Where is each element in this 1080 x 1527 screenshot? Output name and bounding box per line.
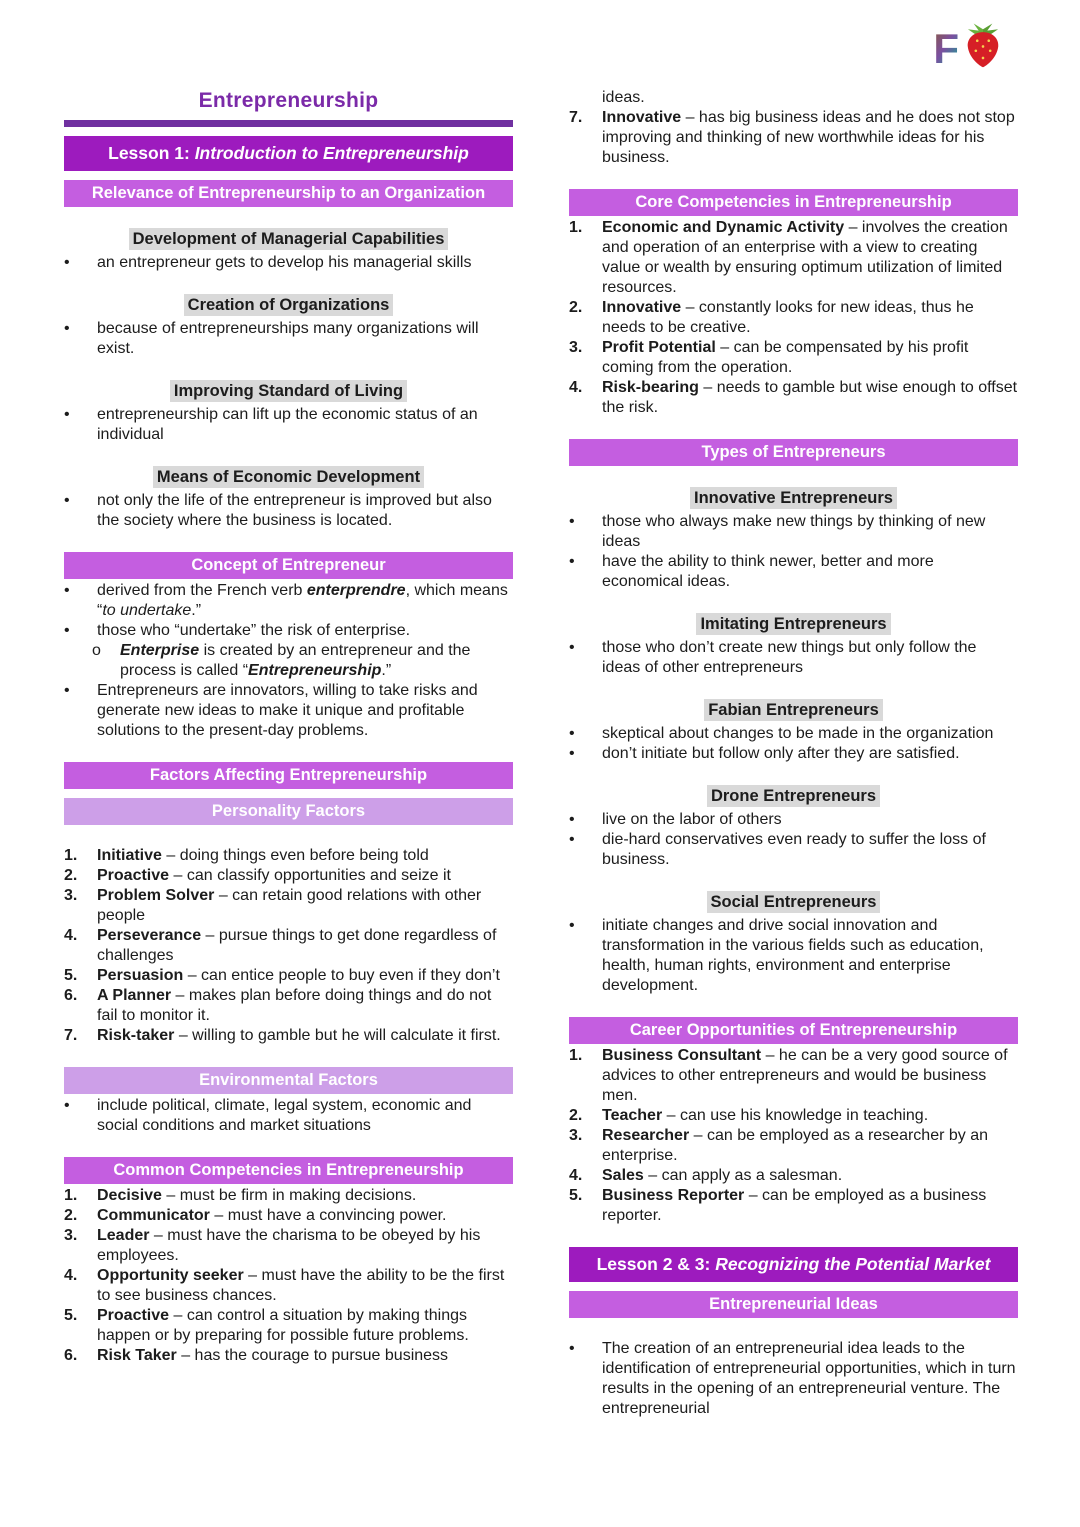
number-marker: 4. [64, 1267, 78, 1284]
list-item-text [602, 638, 1018, 678]
number-marker: 6. [64, 1347, 78, 1364]
list-item [569, 88, 1018, 108]
number-marker: 1. [569, 1047, 583, 1064]
list-item-text [602, 378, 1018, 418]
text-run: – can classify opportunities and seize it [169, 867, 451, 884]
number-marker: 1. [569, 219, 583, 236]
text-run: entrepreneurship can lift up the economic status of an individual [97, 406, 478, 443]
list-item-text [97, 986, 513, 1026]
text-run: – must have the charisma to be obeyed by his employees. [97, 1227, 481, 1264]
sub-heading-row [64, 294, 513, 317]
list-item [569, 1046, 1018, 1106]
list-item [64, 491, 513, 531]
numbered-list [64, 1186, 513, 1366]
bullet-marker: • [569, 725, 575, 742]
text-run: Persuasion [97, 967, 184, 984]
bullet-marker: • [64, 682, 70, 699]
number-marker: 4. [569, 379, 583, 396]
bullet-marker: • [64, 1097, 70, 1114]
text-run: enterprendre [306, 582, 406, 599]
text-run: Innovative [602, 299, 682, 316]
bullet-marker: o [92, 642, 101, 659]
list-item-text [97, 1026, 513, 1046]
section-banner [569, 1017, 1018, 1044]
text-run: Opportunity seeker [97, 1267, 244, 1284]
bullet-marker: • [569, 745, 575, 762]
number-marker: 5. [64, 967, 78, 984]
logo-letter-f: F [933, 25, 959, 72]
text-run: – can control a situation by making things happen or by preparing for possible future problems. [97, 1307, 469, 1344]
text-run: Proactive [97, 1307, 170, 1324]
sub-heading-row [64, 228, 513, 251]
list-item [64, 1096, 513, 1136]
bullet-list [569, 810, 1018, 870]
section-banner [569, 189, 1018, 216]
text-run: – must be firm in making decisions. [161, 1187, 417, 1204]
list-item-text [602, 338, 1018, 378]
list-item [64, 621, 513, 641]
text-run: Recognizing the Potential Market [715, 1254, 991, 1274]
text-run: Core Competencies in Entrepreneurship [635, 193, 952, 211]
text-run: Innovative [602, 109, 682, 126]
list-item [569, 1126, 1018, 1166]
text-run: – has big business ideas and he does not stop improving and thinking of new worthwhile ideas for his business. [602, 109, 1015, 166]
list-item [64, 886, 513, 926]
bullet-list [64, 405, 513, 445]
sub-heading: Creation of Organizations [184, 294, 394, 316]
list-item [64, 846, 513, 866]
section-banner [64, 1157, 513, 1184]
list-item [64, 986, 513, 1026]
list-item-text [97, 253, 513, 273]
text-run: not only the life of the entrepreneur is improved but also the society where the business is located. [97, 492, 492, 529]
list-item [64, 1026, 513, 1046]
text-run: , which means “ [97, 582, 508, 619]
text-run: Risk Taker [97, 1347, 177, 1364]
text-run: – needs to gamble but wise enough to offset the risk. [602, 379, 1018, 416]
list-item-text [602, 1046, 1018, 1106]
list-item [569, 724, 1018, 744]
numbered-list [569, 88, 1018, 168]
text-run: those who always make new things by thinking of new ideas [602, 513, 986, 550]
sub-heading-row [569, 785, 1018, 808]
list-item-text [97, 681, 513, 741]
text-run: Risk-bearing [602, 379, 699, 396]
bullet-marker: • [64, 254, 70, 271]
text-run: – can be compensated by his profit coming from the operation. [602, 339, 969, 376]
document-title: Entrepreneurship [198, 89, 379, 112]
brand-logo [933, 20, 1006, 70]
list-item-text [602, 1186, 1018, 1226]
list-item [64, 1226, 513, 1266]
list-item-text [97, 581, 513, 621]
text-run: A Planner [97, 987, 172, 1004]
sub-heading-row [64, 380, 513, 403]
bullet-list [569, 1339, 1018, 1419]
number-marker: 6. [64, 987, 78, 1004]
bullet-marker: • [64, 320, 70, 337]
list-item [569, 1166, 1018, 1186]
list-item [64, 681, 513, 741]
text-run: those who don’t create new things but only follow the ideas of other entrepreneurs [602, 639, 977, 676]
list-item-text [602, 744, 1018, 764]
text-run: die-hard conservatives even ready to suffer the loss of business. [602, 831, 986, 868]
list-item-text [120, 641, 513, 681]
text-run: – can be employed as a business reporter. [602, 1187, 987, 1224]
list-item-text [602, 218, 1018, 298]
list-item [64, 1266, 513, 1306]
text-run: .” [191, 602, 202, 619]
list-item-text [97, 1186, 513, 1206]
section-banner [64, 552, 513, 579]
list-item-text [97, 1306, 513, 1346]
right-column [569, 88, 1018, 1419]
list-item-text [602, 512, 1018, 552]
section-banner [64, 1067, 513, 1094]
bullet-list [569, 724, 1018, 764]
lesson-banner [64, 136, 513, 171]
sub-heading: Development of Managerial Capabilities [129, 228, 449, 250]
text-run: have the ability to think newer, better and more economical ideas. [602, 553, 934, 590]
list-item [64, 1186, 513, 1206]
list-item [64, 1206, 513, 1226]
text-run: Sales [602, 1167, 644, 1184]
list-item-text [97, 319, 513, 359]
bullet-marker: • [64, 622, 70, 639]
list-item-text [97, 926, 513, 966]
bullet-marker: • [64, 582, 70, 599]
left-column [64, 88, 513, 1419]
bullet-list [64, 491, 513, 531]
text-run: Factors Affecting Entrepreneurship [149, 766, 428, 784]
text-run: – involves the creation and operation of an enterprise with a view to creating value or wealth by ensuring optimum utilization of limited resources. [602, 219, 1008, 296]
text-run: those who “undertake” the risk of enterprise. [97, 622, 411, 639]
text-run: derived from the French verb [97, 582, 307, 599]
list-item [64, 405, 513, 445]
text-run: Economic and Dynamic Activity [602, 219, 845, 236]
list-item-text [97, 1226, 513, 1266]
text-run: – he can be a very good source of advices to other entrepreneurs and would be business men. [602, 1047, 1008, 1104]
text-run: Common Competencies in Entrepreneurship [113, 1161, 464, 1179]
bullet-marker: • [569, 831, 575, 848]
text-run: Decisive [97, 1187, 162, 1204]
text-run: Risk-taker [97, 1027, 175, 1044]
list-item [569, 1186, 1018, 1226]
text-run: Perseverance [97, 927, 202, 944]
strawberry-icon [960, 20, 1006, 70]
sub-heading-row [569, 613, 1018, 636]
list-item-text [97, 1206, 513, 1226]
list-item [569, 218, 1018, 298]
sub-heading: Drone Entrepreneurs [707, 785, 880, 807]
text-run: Concept of Entrepreneur [191, 556, 386, 574]
text-run: Profit Potential [602, 339, 716, 356]
list-item [569, 338, 1018, 378]
text-run: – can entice people to buy even if they don’t [183, 967, 500, 984]
text-run: don’t initiate but follow only after they are satisfied. [602, 745, 960, 762]
text-run: Entrepreneurs are innovators, willing to take risks and generate new ideas to make it unique and profitable solutions to the present-day problems. [97, 682, 478, 739]
text-run: Teacher [602, 1107, 663, 1124]
title-rule [64, 120, 513, 127]
list-item-text [602, 1126, 1018, 1166]
list-item-text [97, 1346, 513, 1366]
text-run: Personality Factors [211, 802, 366, 820]
list-item-text [97, 491, 513, 531]
sub-heading: Imitating Entrepreneurs [696, 613, 890, 635]
text-run: Communicator [97, 1207, 210, 1224]
text-run: – willing to gamble but he will calculate it first. [174, 1027, 501, 1044]
number-marker: 1. [64, 1187, 78, 1204]
list-item-text [97, 405, 513, 445]
list-item [64, 253, 513, 273]
text-run: Leader [97, 1227, 150, 1244]
text-run: Business Consultant [602, 1047, 762, 1064]
list-item-text [602, 830, 1018, 870]
section-banner [64, 798, 513, 825]
text-run: The creation of an entrepreneurial idea leads to the identification of entrepreneurial opportunities, which in turn results in the opening of an entrepreneurial venture. The entrepreneurial [602, 1340, 1016, 1417]
bullet-marker: • [569, 639, 575, 656]
list-item [64, 319, 513, 359]
text-run: Entrepreneurial Ideas [709, 1295, 878, 1313]
bullet-list [569, 638, 1018, 678]
list-item-text [602, 1106, 1018, 1126]
bullet-list [64, 1096, 513, 1136]
text-run: Researcher [602, 1127, 690, 1144]
bullet-list [64, 319, 513, 359]
list-item-text [602, 1339, 1018, 1419]
text-run: skeptical about changes to be made in the organization [602, 725, 994, 742]
sub-heading-row [569, 699, 1018, 722]
list-item [569, 298, 1018, 338]
list-item [64, 926, 513, 966]
sub-heading-row [569, 487, 1018, 510]
text-run: live on the labor of others [602, 811, 782, 828]
number-marker: 3. [64, 887, 78, 904]
sub-heading-row [64, 466, 513, 489]
number-marker: 4. [64, 927, 78, 944]
number-marker: 7. [64, 1027, 78, 1044]
list-item-text [97, 846, 513, 866]
list-item [569, 1339, 1018, 1419]
number-marker: 2. [64, 1207, 78, 1224]
number-marker: 3. [64, 1227, 78, 1244]
list-item [64, 966, 513, 986]
list-item [569, 638, 1018, 678]
list-item-text [602, 298, 1018, 338]
text-run: – makes plan before doing things and do not fail to monitor it. [97, 987, 492, 1024]
list-item-text [97, 621, 513, 641]
bullet-list [64, 581, 513, 741]
bullet-marker: • [569, 553, 575, 570]
number-marker: 5. [64, 1307, 78, 1324]
number-marker: 3. [569, 1127, 583, 1144]
list-item-text [97, 966, 513, 986]
text-run: Types of Entrepreneurs [701, 443, 886, 461]
text-run: – can retain good relations with other people [97, 887, 482, 924]
text-run: ideas. [602, 89, 645, 106]
text-run: – can be employed as a researcher by an enterprise. [602, 1127, 989, 1164]
numbered-list [569, 218, 1018, 418]
list-item [569, 108, 1018, 168]
text-run: Problem Solver [97, 887, 215, 904]
text-run: Lesson 1: [108, 143, 195, 163]
list-item-text [602, 724, 1018, 744]
list-item [64, 581, 513, 621]
number-marker: 2. [64, 867, 78, 884]
text-run: Environmental Factors [199, 1071, 378, 1089]
sub-heading: Means of Economic Development [153, 466, 424, 488]
list-item-text [97, 866, 513, 886]
list-item [64, 1346, 513, 1366]
list-item [569, 830, 1018, 870]
sub-heading-row [569, 891, 1018, 914]
bullet-marker: • [64, 406, 70, 423]
text-run: Business Reporter [602, 1187, 745, 1204]
bullet-marker: • [569, 513, 575, 530]
section-banner [64, 180, 513, 207]
number-marker: 7. [569, 109, 583, 126]
number-marker: 2. [569, 299, 583, 316]
list-item [569, 744, 1018, 764]
text-run: – can apply as a salesman. [643, 1167, 843, 1184]
text-run: Proactive [97, 867, 170, 884]
list-item-text [602, 810, 1018, 830]
text-run: – pursue things to get done regardless of challenges [97, 927, 497, 964]
text-run: Relevance of Entrepreneurship to an Organization [91, 184, 486, 202]
bullet-marker: • [569, 917, 575, 934]
sub-heading: Fabian Entrepreneurs [704, 699, 883, 721]
list-item-text [97, 886, 513, 926]
text-run: – must have a convincing power. [209, 1207, 447, 1224]
number-marker: 4. [569, 1167, 583, 1184]
list-item-text [602, 916, 1018, 996]
list-item [64, 1306, 513, 1346]
number-marker: 1. [64, 847, 78, 864]
list-item-text [97, 1096, 513, 1136]
text-run: Entrepreneurship [248, 662, 382, 679]
list-item [569, 512, 1018, 552]
text-run: Enterprise [120, 642, 200, 659]
number-marker: 2. [569, 1107, 583, 1124]
list-item-text [97, 1266, 513, 1306]
text-run: Lesson 2 & 3: [596, 1254, 716, 1274]
list-item [569, 810, 1018, 830]
number-marker: 3. [569, 339, 583, 356]
numbered-list [64, 846, 513, 1046]
text-run: Initiative [97, 847, 162, 864]
section-banner [569, 439, 1018, 466]
lesson-banner [569, 1247, 1018, 1282]
numbered-list [569, 1046, 1018, 1226]
list-item [569, 552, 1018, 592]
list-item [569, 916, 1018, 996]
text-run: an entrepreneur gets to develop his managerial skills [97, 254, 472, 271]
text-run: Introduction to Entrepreneurship [194, 143, 469, 163]
section-banner [64, 762, 513, 789]
list-item [64, 866, 513, 886]
bullet-marker: • [569, 1340, 575, 1357]
list-item [569, 1106, 1018, 1126]
section-banner [569, 1291, 1018, 1318]
bullet-list [569, 916, 1018, 996]
list-item-text [602, 88, 1018, 108]
bullet-list [569, 512, 1018, 592]
number-marker: 5. [569, 1187, 583, 1204]
text-run: initiate changes and drive social innovation and transformation in the various fields such as education, health, human rights, environment and enterprise development. [602, 917, 984, 994]
sub-heading: Innovative Entrepreneurs [690, 487, 897, 509]
text-run: because of entrepreneurships many organizations will exist. [97, 320, 479, 357]
text-run: – has the courage to pursue business [176, 1347, 449, 1364]
text-run: to undertake [102, 602, 192, 619]
text-run: – doing things even before being told [161, 847, 429, 864]
text-run: include political, climate, legal system, economic and social conditions and market situations [97, 1097, 472, 1134]
list-item-text [602, 1166, 1018, 1186]
bullet-marker: • [64, 492, 70, 509]
text-run: .” [381, 662, 392, 679]
bullet-list [64, 253, 513, 273]
text-run: is created by an entrepreneur and the process is called “ [120, 642, 471, 679]
sub-heading: Improving Standard of Living [170, 380, 407, 402]
list-item [90, 641, 513, 681]
list-item-text [602, 552, 1018, 592]
sub-heading: Social Entrepreneurs [707, 891, 881, 913]
strawberry-body [968, 32, 999, 67]
text-run: Career Opportunities of Entrepreneurship [629, 1021, 958, 1039]
text-run: – can use his knowledge in teaching. [662, 1107, 929, 1124]
bullet-marker: • [569, 811, 575, 828]
list-item [569, 378, 1018, 418]
text-run: – must have the ability to be the first to see business chances. [97, 1267, 505, 1304]
list-item-text [602, 108, 1018, 168]
text-run: – constantly looks for new ideas, thus he needs to be creative. [602, 299, 974, 336]
